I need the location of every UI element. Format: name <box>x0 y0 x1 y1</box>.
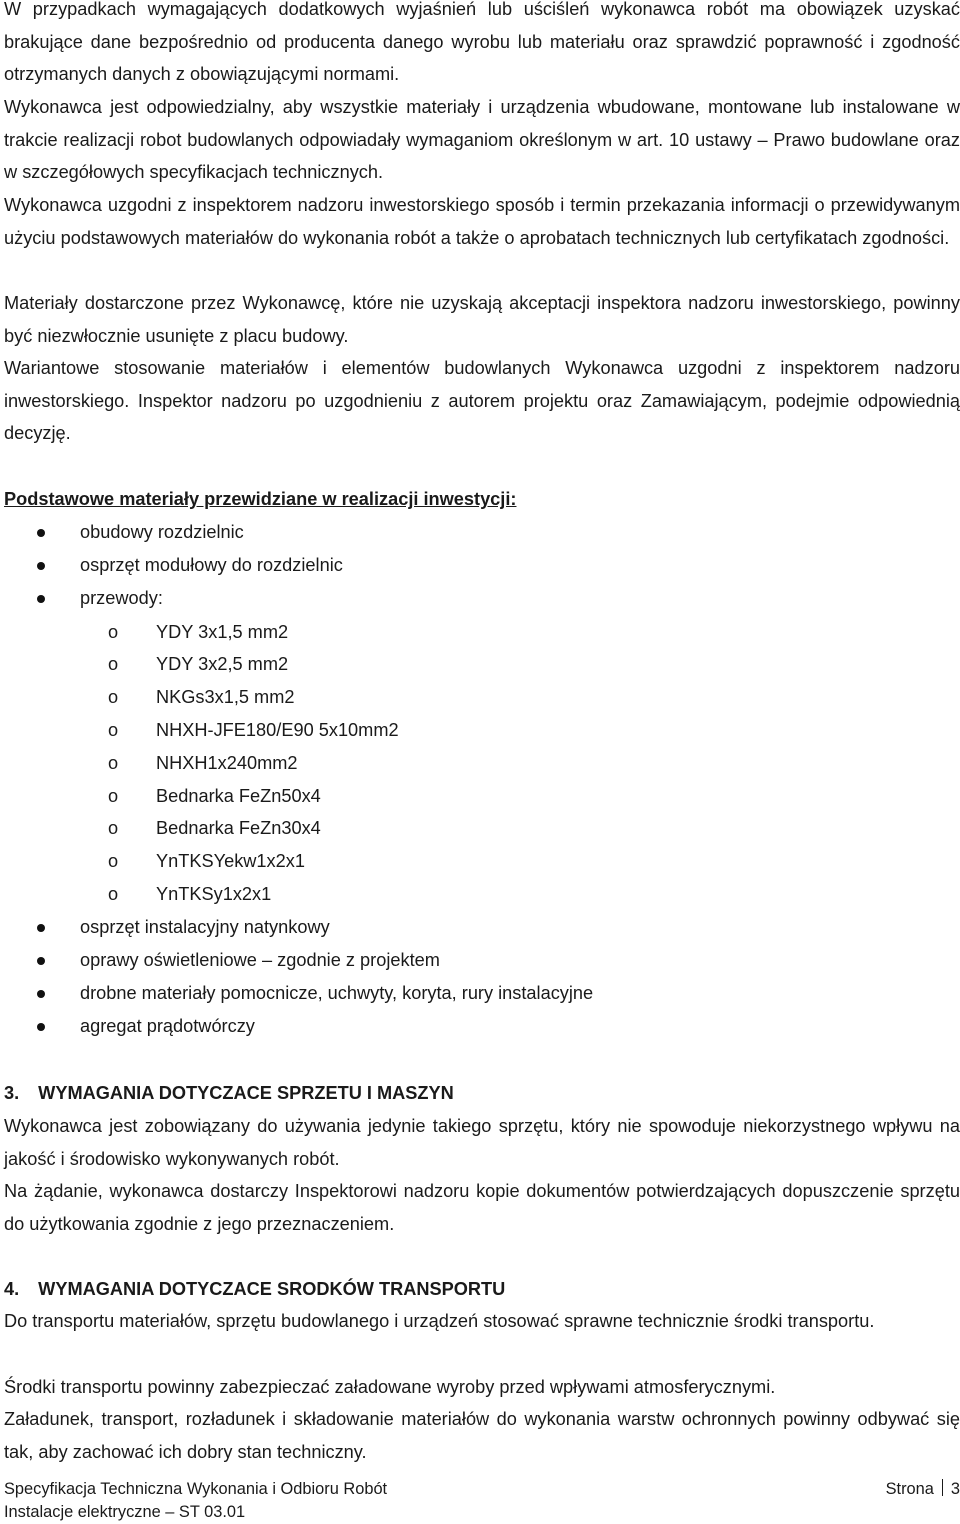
bullet-icon <box>37 957 45 965</box>
paragraph-variant-materials: Wariantowe stosowanie materiałów i elementów budowlanych Wykonawca uzgodni z inspektorem nadzoru inwestorskiego. Inspektor nadzoru po uzgodnieniu z autorem projektu oraz Zamawiającym, podejmie odpowiednią decyzję. <box>4 358 960 444</box>
page-label: Strona <box>885 1480 934 1498</box>
list-item-label: oprawy oświetleniowe – zgodnie z projektem <box>80 949 440 970</box>
wire-list-item <box>0 714 960 747</box>
sub-bullet-marker: o <box>108 818 119 839</box>
materials-heading: Podstawowe materiały przewidziane w realizacji inwestycji: <box>4 489 517 509</box>
page-footer <box>4 1478 960 1524</box>
wire-type: YnTKSy1x2x1 <box>156 883 272 904</box>
footer-doc-subtitle: Instalacje elektryczne – ST 03.01 <box>4 1503 246 1521</box>
list-item <box>0 516 960 549</box>
page-number-block <box>886 1478 960 1501</box>
list-item <box>0 977 960 1010</box>
wire-type: NHXH1x240mm2 <box>156 752 298 773</box>
list-item-label: agregat prądotwórczy <box>80 1016 255 1037</box>
wire-type: NHXH-JFE180/E90 5x10mm2 <box>156 719 399 740</box>
list-item-label: osprzęt instalacyjny natynkowy <box>80 916 330 937</box>
sub-bullet-marker: o <box>108 752 119 773</box>
wire-list-item <box>0 747 960 780</box>
materials-list <box>0 516 960 1043</box>
bullet-icon <box>37 595 45 603</box>
paragraph-inspector-agreement: Wykonawca uzgodni z inspektorem nadzoru inwestorskiego sposób i termin przekazania informacji o przewidywanym użyciu podstawowych materiałów do wykonania robót a także o aprobatach technicznych lub certyfikatach zgodności. <box>4 195 960 248</box>
wire-list-item <box>0 648 960 681</box>
paragraph-equipment-documents: Na żądanie, wykonawca dostarczy Inspektorowi nadzoru kopie dokumentów potwierdzających dopuszczenie sprzętu do użytkowania zgodnie z jego przeznaczeniem. <box>4 1181 960 1234</box>
section-4-heading <box>4 1273 505 1306</box>
wire-type: YnTKSYekw1x2x1 <box>156 851 305 872</box>
separator <box>942 1479 943 1496</box>
bullet-icon <box>37 924 45 932</box>
paragraph-loading-storage: Załadunek, transport, rozładunek i składowanie materiałów do wykonania warstw ochronnych powinny odbywać się tak, aby zachować ich dobry stan techniczny. <box>4 1409 960 1462</box>
list-item-label: osprzęt modułowy do rozdzielnic <box>80 555 343 576</box>
bullet-icon <box>37 562 45 570</box>
bullet-icon <box>37 529 45 537</box>
section-3-heading <box>4 1077 454 1110</box>
list-item-label: drobne materiały pomocnicze, uchwyty, koryta, rury instalacyjne <box>80 983 594 1004</box>
section-number: 3. <box>4 1083 20 1103</box>
list-item-label: przewody: <box>80 588 163 609</box>
paragraph-contractor-responsibility: Wykonawca jest odpowiedzialny, aby wszystkie materiały i urządzenia wbudowane, montowane lub instalowane w trakcie realizacji robot budowlanych odpowiadały wymaganiom określonym w art. 10 ustawy – Prawo budowlane oraz w szczegółowych specyfikacjach technicznych. <box>4 97 960 183</box>
paragraph-rejected-materials: Materiały dostarczone przez Wykonawcę, które nie uzyskają akceptacji inspektora nadzoru inwestorskiego, powinny być niezwłocznie usunięte z placu budowy. <box>4 293 960 346</box>
sub-bullet-marker: o <box>108 785 119 806</box>
paragraph-supplier-data: W przypadkach wymagających dodatkowych wyjaśnień lub uściśleń wykonawca robót ma obowiązek uzyskać brakujące dane bezpośrednio od producenta danego wyrobu lub materiału oraz sprawdzić poprawność i zgodność otrzymanych danych z obowiązującymi normami. <box>4 0 960 85</box>
wire-list-item <box>0 780 960 813</box>
wire-list-item <box>0 616 960 649</box>
wire-list-item <box>0 845 960 878</box>
sub-bullet-marker: o <box>108 687 119 708</box>
list-item <box>0 582 960 615</box>
paragraph-equipment-usage: Wykonawca jest zobowiązany do używania jedynie takiego sprzętu, który nie spowoduje niekorzystnego wpływu na jakość i środowisko wykonywanych robót. <box>4 1116 960 1169</box>
sub-bullet-marker: o <box>108 654 119 675</box>
section-number: 4. <box>4 1279 20 1299</box>
paragraph-transport-means: Do transportu materiałów, sprzętu budowlanego i urządzeń stosować sprawne technicznie środki transportu. <box>4 1311 875 1331</box>
wire-list-item <box>0 878 960 911</box>
list-item-label: obudowy rozdzielnic <box>80 522 244 542</box>
footer-doc-title: Specyfikacja Techniczna Wykonania i Odbioru Robót <box>4 1480 388 1498</box>
bullet-icon <box>37 990 45 998</box>
wire-type: Bednarka FeZn30x4 <box>156 818 321 839</box>
section-title: WYMAGANIA DOTYCZACE SRODKÓW TRANSPORTU <box>38 1279 506 1299</box>
list-item <box>0 911 960 944</box>
sub-bullet-marker: o <box>108 883 119 904</box>
wire-type: Bednarka FeZn50x4 <box>156 785 321 806</box>
wire-type: NKGs3x1,5 mm2 <box>156 687 295 708</box>
list-item <box>0 944 960 977</box>
section-title: WYMAGANIA DOTYCZACE SPRZETU I MASZYN <box>38 1083 454 1103</box>
bullet-icon <box>37 1023 45 1031</box>
sub-bullet-marker: o <box>108 719 119 740</box>
wire-type: YDY 3x1,5 mm2 <box>156 621 289 642</box>
sub-bullet-marker: o <box>108 621 119 642</box>
sub-bullet-marker: o <box>108 851 119 872</box>
wire-list-item <box>0 812 960 845</box>
page-number: 3 <box>950 1480 960 1498</box>
list-item <box>0 1010 960 1043</box>
wire-type: YDY 3x2,5 mm2 <box>156 654 289 675</box>
paragraph-transport-protection: Środki transportu powinny zabezpieczać załadowane wyroby przed wpływami atmosferycznymi. <box>4 1377 776 1397</box>
list-item <box>0 549 960 582</box>
wire-list-item <box>0 681 960 714</box>
